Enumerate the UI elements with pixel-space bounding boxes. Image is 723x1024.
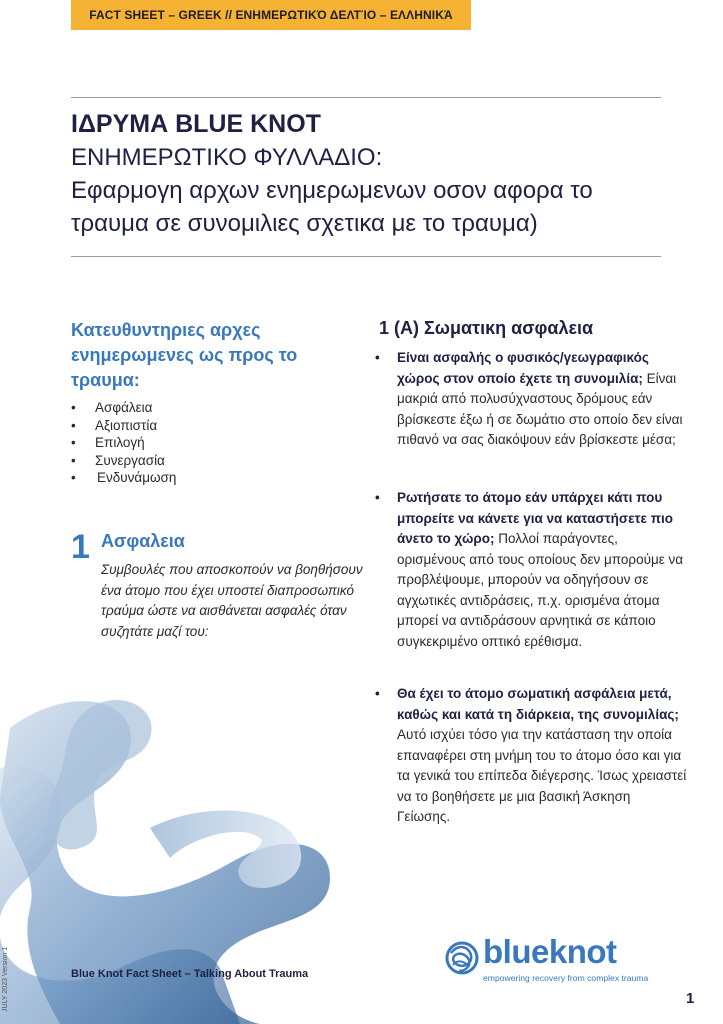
document-subtitle-line-2: Εφαρμογη αρχων ενημερωμενων οσον αφορα το — [71, 177, 593, 204]
bullet-icon: • — [375, 686, 380, 701]
bullet-icon: • — [375, 350, 380, 365]
principle-item: • Συνεργασία — [71, 452, 341, 470]
blueknot-logo — [443, 933, 665, 987]
logo-wordmark: blueknot — [483, 933, 617, 970]
bullet-question: Ρωτήσατε το άτομο εάν υπάρχει κάτι που μπορείτε να κάνετε για να καταστήσετε πιο άνετο το χώρο; — [397, 490, 674, 546]
document-subtitle-line-3: τραυμα σε συνομιλιες σχετικα με το τραυμα) — [71, 210, 538, 237]
bullet-text: Αυτό ισχύει τόσο για την κατάσταση την οποία επαναφέρει στη μνήμη του το άτομο όσο και για τα γενικά του επίπεδα διέγερσης. Ίσως χρειαστεί να το βοηθήσετε με μια βασική Άσκηση Γείωσης. — [397, 727, 687, 824]
page-number: 1 — [686, 990, 695, 1007]
bullet-icon: • — [375, 490, 380, 505]
document-subtitle: ΕΝΗΜΕΡΩΤΙΚΟ ΦΥΛΛΑΔΙΟ: — [71, 144, 383, 171]
bullet-question: Θα έχει το άτομο σωματική ασφάλεια μετά, καθώς και κατά τη διάρκεια, της συνομιλίας; — [397, 686, 679, 722]
principle-item: • Αξιοπιστία — [71, 417, 341, 435]
bullet-item — [375, 684, 687, 828]
title-block — [71, 108, 671, 240]
section-intro: Συμβουλές που αποσκοπούν να βοηθήσουν ένα άτομο που έχει υποστεί διαπροσωπικό τραύμα ώστε να αισθάνεται ασφαλές όταν συζητάτε μαζί του: — [101, 562, 363, 639]
physical-safety-heading: 1 (Α) Σωματικη ασφαλεια — [379, 318, 594, 338]
bullet-text: Πολλοί παράγοντες, ορισμένους από τους οποίους δεν μπορούμε να προβλέψουμε, μπορούν να οδηγήσουν σε αγχωτικές αντιδράσεις, π.χ. ορισμένα άτομα μπορεί να αντιδράσουν αρνητικά σε κάποιο συγκεκριμένο οπτικό ερέθισμα. — [397, 531, 684, 649]
bullet-item — [375, 488, 687, 652]
bullet-text: Είναι μακριά από πολυσύχναστους δρόμους εάν βρίσκεστε έξω ή σε δωμάτιο στο οποίο δεν είναι πιθανό να σας διακόψουν εάν βρίσκεστε μέσα; — [397, 370, 683, 447]
title-divider — [71, 256, 661, 257]
footer-title: Blue Knot Fact Sheet – Talking About Trauma — [71, 968, 309, 980]
fact-sheet-banner: FACT SHEET – GREEK // ΕΝΗΜΕΡΩΤΙΚΌ ΔΕΛΤΊΟ – ΕΛΛΗΝΙΚΆ — [71, 0, 471, 30]
principles-panel — [71, 318, 341, 487]
principle-item: • Ασφάλεια — [71, 399, 341, 417]
bullet-question: Είναι ασφαλής ο φυσικός/γεωγραφικός χώρος στον οποίο έχετε τη συνομιλία; — [397, 350, 649, 386]
organization-title: ΙΔΡΥΜΑ BLUE KNOT — [71, 110, 321, 138]
section-title: Ασφαλεια — [101, 531, 185, 551]
principles-list — [71, 399, 341, 487]
physical-safety-panel — [375, 318, 687, 824]
knot-logo-icon — [443, 939, 481, 977]
bullet-item — [375, 348, 687, 451]
principles-heading: Κατευθυντηριες αρχες ενημερωμενες ως προς το τραυμα: — [71, 320, 298, 390]
section-number: 1 — [71, 528, 90, 566]
version-label: JULY 2023 Version 1 — [2, 946, 9, 1012]
logo-tagline: empowering recovery from complex trauma — [483, 973, 649, 983]
principle-item: • Ενδυνάμωση — [71, 469, 341, 487]
top-divider — [71, 97, 661, 98]
principle-item: • Επιλογή — [71, 434, 341, 452]
